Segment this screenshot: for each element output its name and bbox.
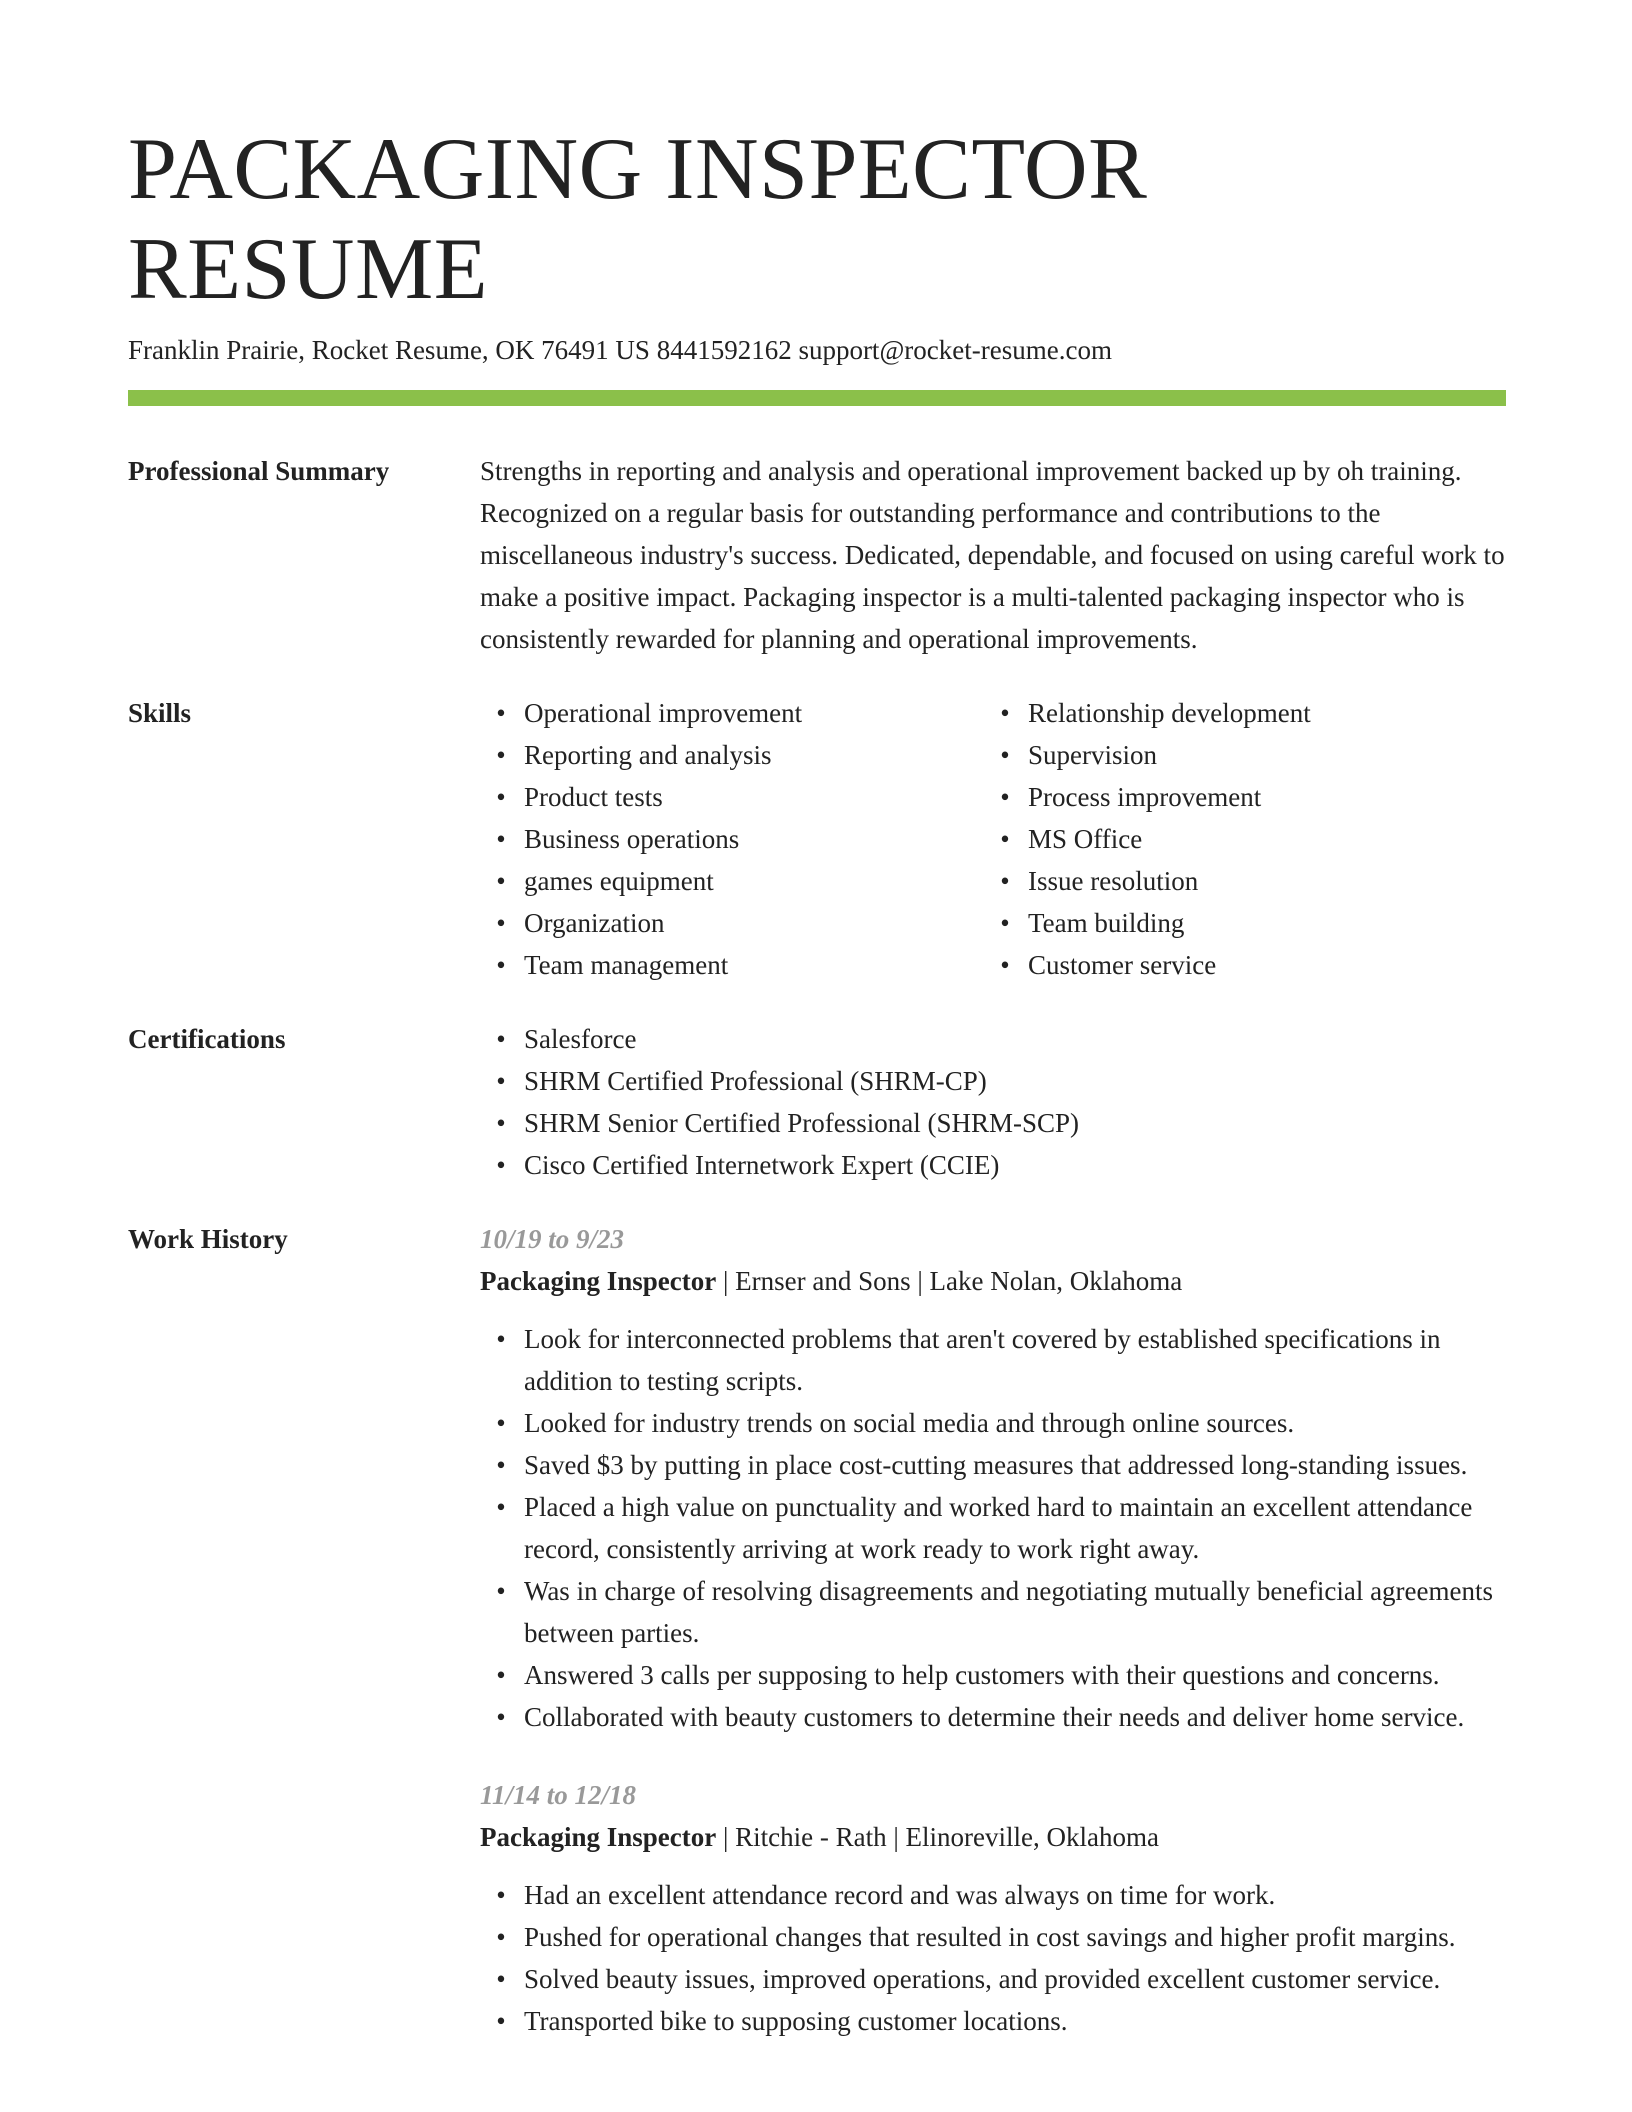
job-title: Packaging Inspector bbox=[480, 1822, 717, 1852]
job-bullet: • Had an excellent attendance record and was always on time for work. bbox=[524, 1874, 1506, 1916]
skill-item: • Team building bbox=[1028, 902, 1488, 944]
skills-column-right bbox=[984, 692, 1488, 986]
certifications-list bbox=[480, 1018, 1506, 1186]
certifications-section bbox=[128, 1018, 1506, 1186]
bullet-icon: • bbox=[1000, 824, 1010, 854]
skill-item: • Operational improvement bbox=[524, 692, 984, 734]
job-header bbox=[480, 1816, 1506, 1858]
bullet-icon: • bbox=[1000, 740, 1010, 770]
bullet-icon: • bbox=[496, 908, 506, 938]
bullet-icon: • bbox=[496, 782, 506, 812]
summary-heading: Professional Summary bbox=[128, 456, 390, 486]
bullet-icon: • bbox=[1000, 698, 1010, 728]
bullet-icon: • bbox=[1000, 782, 1010, 812]
page-title: PACKAGING INSPECTOR RESUME bbox=[128, 121, 1148, 318]
job-employer-location: | Ritchie - Rath | Elinoreville, Oklahoma bbox=[716, 1822, 1159, 1852]
job-employer-location: | Ernser and Sons | Lake Nolan, Oklahoma bbox=[716, 1266, 1183, 1296]
bullet-icon: • bbox=[496, 1576, 506, 1606]
bullet-icon: • bbox=[496, 698, 506, 728]
skills-list-left bbox=[480, 692, 984, 986]
job-entry bbox=[480, 1774, 1506, 2042]
skills-list-right bbox=[984, 692, 1488, 986]
job-bullet: • Saved $3 by putting in place cost-cutting measures that addressed long-standing issues. bbox=[524, 1444, 1506, 1486]
resume-page bbox=[128, 120, 1506, 2110]
skills-section bbox=[128, 692, 1506, 986]
bullet-icon: • bbox=[496, 866, 506, 896]
job-bullet: • Was in charge of resolving disagreements and negotiating mutually beneficial agreements between parties. bbox=[524, 1570, 1506, 1654]
job-bullets bbox=[480, 1874, 1506, 2042]
skill-item: • Issue resolution bbox=[1028, 860, 1488, 902]
bullet-icon: • bbox=[496, 1408, 506, 1438]
bullet-icon: • bbox=[496, 1024, 506, 1054]
bullet-icon: • bbox=[1000, 866, 1010, 896]
job-bullet: • Looked for industry trends on social media and through online sources. bbox=[524, 1402, 1506, 1444]
skill-item: • Organization bbox=[524, 902, 984, 944]
job-dates: 11/14 to 12/18 bbox=[480, 1780, 637, 1810]
work-history-section bbox=[128, 1218, 1506, 2078]
job-dates: 10/19 to 9/23 bbox=[480, 1224, 625, 1254]
work-history-body bbox=[480, 1218, 1506, 2078]
job-bullet: • Placed a high value on punctuality and worked hard to maintain an excellent attendance record, consistently arriving at work ready to work right away. bbox=[524, 1486, 1506, 1570]
job-bullet: • Pushed for operational changes that resulted in cost savings and higher profit margins. bbox=[524, 1916, 1506, 1958]
job-bullet: • Solved beauty issues, improved operations, and provided excellent customer service. bbox=[524, 1958, 1506, 2000]
job-bullet: • Transported bike to supposing customer locations. bbox=[524, 2000, 1506, 2042]
certification-item: • Salesforce bbox=[524, 1018, 1506, 1060]
certifications-body bbox=[480, 1018, 1506, 1186]
certification-item: • Cisco Certified Internetwork Expert (CCIE) bbox=[524, 1144, 1506, 1186]
skill-item: • Reporting and analysis bbox=[524, 734, 984, 776]
job-bullets bbox=[480, 1318, 1506, 1738]
bullet-icon: • bbox=[496, 2006, 506, 2036]
bullet-icon: • bbox=[496, 1066, 506, 1096]
skill-item: • Customer service bbox=[1028, 944, 1488, 986]
job-bullet: • Collaborated with beauty customers to determine their needs and deliver home service. bbox=[524, 1696, 1506, 1738]
bullet-icon: • bbox=[496, 950, 506, 980]
summary-text: Strengths in reporting and analysis and operational improvement backed up by oh training. Recognized on a regular basis for outstanding performance and contributions to the miscellaneous industry's success. Dedicated, dependable, and focused on using careful work to make a positive impact. Packaging inspector is a multi-talented packaging inspector who is consistently rewarded for planning and operational improvements. bbox=[480, 456, 1505, 654]
skill-item: • Business operations bbox=[524, 818, 984, 860]
bullet-icon: • bbox=[496, 740, 506, 770]
contact-line: Franklin Prairie, Rocket Resume, OK 76491 US 8441592162 support@rocket-resume.com bbox=[128, 335, 1112, 365]
skill-item: • Supervision bbox=[1028, 734, 1488, 776]
skill-item: • Product tests bbox=[524, 776, 984, 818]
bullet-icon: • bbox=[496, 1150, 506, 1180]
bullet-icon: • bbox=[496, 1492, 506, 1522]
bullet-icon: • bbox=[496, 1880, 506, 1910]
summary-section bbox=[128, 450, 1506, 660]
bullet-icon: • bbox=[496, 1108, 506, 1138]
certifications-heading: Certifications bbox=[128, 1024, 286, 1054]
bullet-icon: • bbox=[496, 1450, 506, 1480]
job-bullet: • Answered 3 calls per supposing to help customers with their questions and concerns. bbox=[524, 1654, 1506, 1696]
job-entry bbox=[480, 1218, 1506, 1738]
skill-item: • Team management bbox=[524, 944, 984, 986]
accent-divider bbox=[128, 390, 1506, 406]
skills-body bbox=[480, 692, 1506, 986]
job-title: Packaging Inspector bbox=[480, 1266, 717, 1296]
skill-item: • games equipment bbox=[524, 860, 984, 902]
summary-body bbox=[480, 450, 1506, 660]
bullet-icon: • bbox=[496, 1702, 506, 1732]
job-header bbox=[480, 1260, 1506, 1302]
skills-heading: Skills bbox=[128, 698, 192, 728]
skills-column-left bbox=[480, 692, 984, 986]
bullet-icon: • bbox=[496, 824, 506, 854]
skill-item: • Relationship development bbox=[1028, 692, 1488, 734]
bullet-icon: • bbox=[1000, 908, 1010, 938]
certification-item: • SHRM Senior Certified Professional (SHRM-SCP) bbox=[524, 1102, 1506, 1144]
bullet-icon: • bbox=[496, 1324, 506, 1354]
job-bullet: • Look for interconnected problems that aren't covered by established specifications in addition to testing scripts. bbox=[524, 1318, 1506, 1402]
bullet-icon: • bbox=[1000, 950, 1010, 980]
bullet-icon: • bbox=[496, 1922, 506, 1952]
skill-item: • MS Office bbox=[1028, 818, 1488, 860]
bullet-icon: • bbox=[496, 1964, 506, 1994]
skill-item: • Process improvement bbox=[1028, 776, 1488, 818]
bullet-icon: • bbox=[496, 1660, 506, 1690]
certification-item: • SHRM Certified Professional (SHRM-CP) bbox=[524, 1060, 1506, 1102]
work-history-heading: Work History bbox=[128, 1224, 288, 1254]
